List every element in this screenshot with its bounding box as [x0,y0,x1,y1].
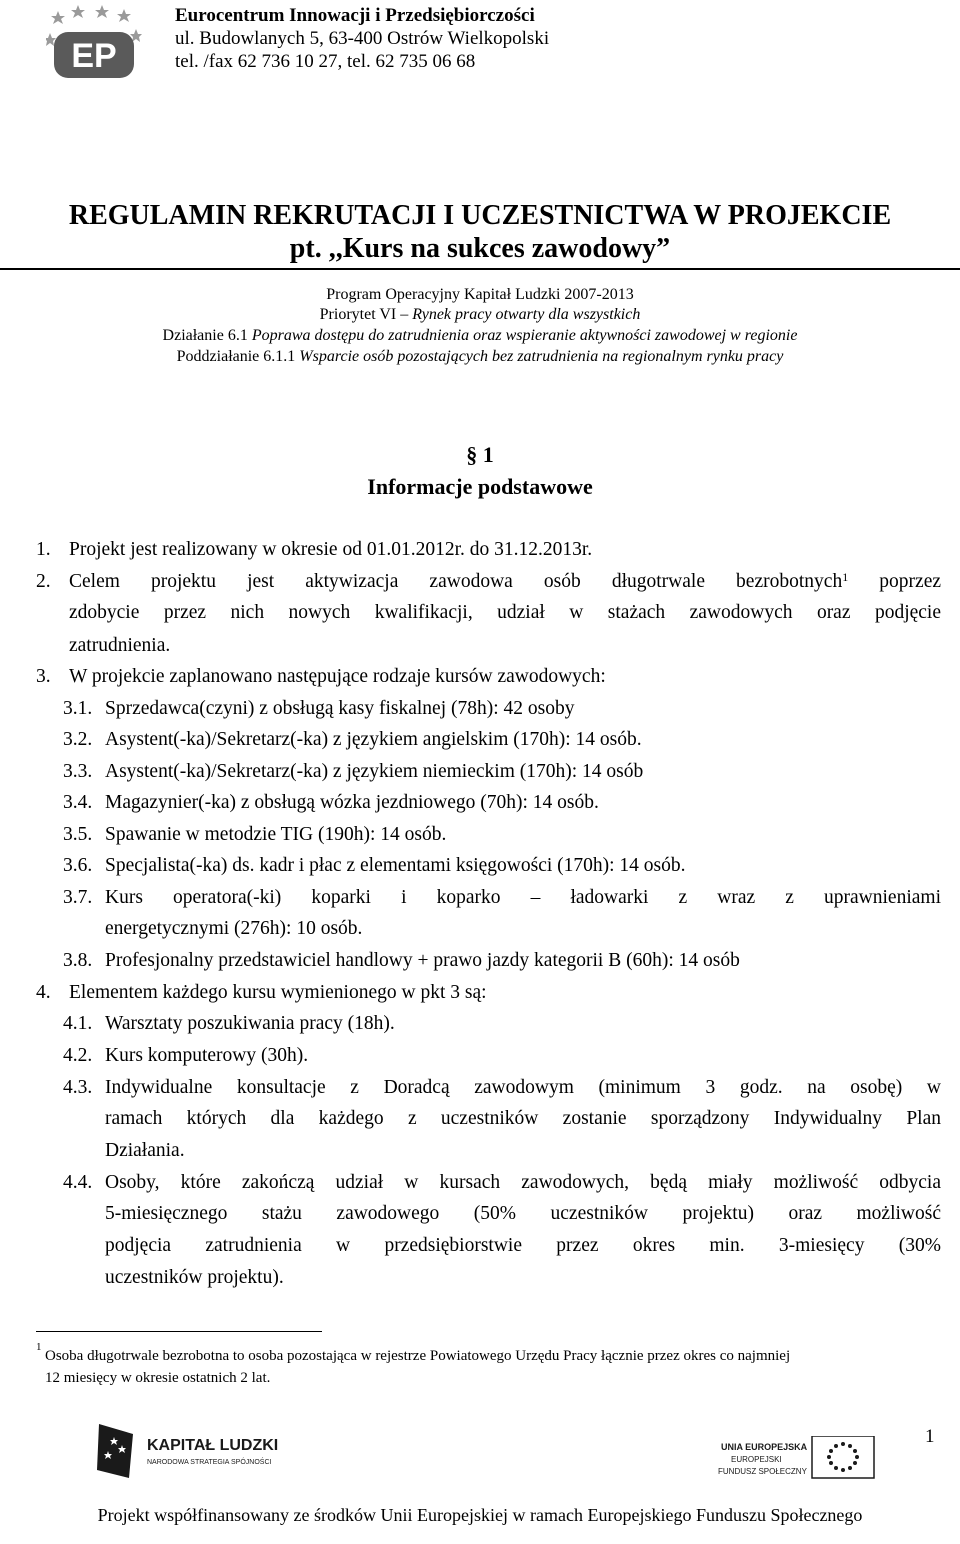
sub-3-8-text: Profesjonalny przedstawiciel handlowy + prawo jazdy kategorii B (60h): 14 osób [105,950,740,971]
sub-3-6-text: Specjalista(-ka) ds. kadr i płac z elementami księgowości (170h): 14 osób. [105,855,686,876]
svg-text:EUROPEJSKI: EUROPEJSKI [731,1455,782,1464]
sub-3-5-text: Spawanie w metodzie TIG (190h): 14 osób. [105,824,447,845]
kapital-ludzki-logo [95,1420,295,1487]
sub-3-1-text: Sprzedawca(czyni) z obsługą kasy fiskalnej (78h): 42 osoby [105,698,575,719]
item-4-number: 4. [36,982,51,1003]
sub-3-7-line-1: Kurs operatora(-ki) koparki i koparko – ładowarki z wraz z uprawnieniami [105,887,941,908]
sub-3-2-number: 3.2. [63,729,93,750]
item-1-text: Projekt jest realizowany w okresie od 01.01.2012r. do 31.12.2013r. [69,539,593,560]
item-2-line-3: zatrudnienia. [69,635,171,656]
sub-3-8-number: 3.8. [63,950,93,971]
footer-text: Projekt współfinansowany ze środków Unii Europejskiej w ramach Europejskiego Funduszu Społecznego [97,1505,863,1525]
item-4-text: Elementem każdego kursu wymienionego w pkt 3 są: [69,982,487,1003]
sub-4-2-text: Kurs komputerowy (30h). [105,1045,309,1066]
eu-logo [718,1436,880,1485]
sub-3-5-number: 3.5. [63,824,93,845]
sub-3-2-text: Asystent(-ka)/Sekretarz(-ka) z językiem angielskim (170h): 14 osób. [105,729,642,750]
document-subtitle: pt. ,,Kurs na sukces zawodowy” [289,233,671,264]
section-title: Informacje podstawowe [367,474,593,499]
sub-4-1-number: 4.1. [63,1013,93,1034]
sub-3-7-number: 3.7. [63,887,93,908]
footnote-line-2: 12 miesięcy w okresie ostatnich 2 lat. [45,1370,271,1386]
action-line: Działanie 6.1 Poprawa dostępu do zatrudnienia oraz wspieranie aktywności zawodowej w regionie [162,327,798,344]
sub-4-4-line-4: uczestników projektu). [105,1267,284,1288]
svg-text:KAPITAŁ LUDZKI: KAPITAŁ LUDZKI [147,1437,279,1454]
sub-3-1-number: 3.1. [63,698,93,719]
sub-4-2-number: 4.2. [63,1045,93,1066]
sub-4-1-text: Warsztaty poszukiwania pracy (18h). [105,1013,395,1034]
svg-text:UNIA EUROPEJSKA: UNIA EUROPEJSKA [721,1442,808,1452]
sub-4-4-line-1: Osoby, które zakończą udział w kursach zawodowych, będą miały możliwość odbycia [105,1172,941,1193]
sub-3-3-text: Asystent(-ka)/Sekretarz(-ka) z językiem niemieckim (170h): 14 osób [105,761,644,782]
item-2-line-1: Celem projektu jest aktywizacja zawodowa osób długotrwale bezrobotnych$^1$ poprzez [69,570,942,592]
title-divider [0,268,960,270]
footnote-divider [36,1331,322,1332]
sub-4-4-line-2: 5-miesięcznego stażu zawodowego (50% uczestników projektu) oraz możliwość [105,1203,941,1224]
item-3-text: W projekcie zaplanowano następujące rodzaje kursów zawodowych: [69,666,606,687]
item-1-number: 1. [36,539,51,560]
subaction-line: Poddziałanie 6.1.1 Wsparcie osób pozostających bez zatrudnienia na regionalnym rynku pracy [176,348,784,365]
sub-3-3-number: 3.3. [63,761,93,782]
sub-4-3-line-1: Indywidualne konsultacje z Doradcą zawodowym (minimum 3 godz. na osobę) w [105,1077,941,1098]
sub-3-7-line-2: energetycznymi (276h): 10 osób. [105,918,363,939]
footnote-line-1: Osoba długotrwale bezrobotna to osoba pozostająca w rejestrze Powiatowego Urzędu Pracy łącznie przez okres co najmniej [45,1348,791,1364]
sub-4-3-line-2: ramach których dla każdego z uczestników zostanie sporządzony Indywidualny Plan [105,1108,941,1129]
program-line: Program Operacyjny Kapitał Ludzki 2007-2013 [326,286,634,303]
svg-text:EP: EP [71,37,117,75]
footnote-ref: 1 [842,570,849,584]
footnote-number: 1 [36,1341,42,1353]
organization-header [175,4,549,73]
item-2-number: 2. [36,571,51,592]
organization-address: ul. Budowlanych 5, 63-400 Ostrów Wielkopolski [175,28,550,49]
svg-text:NARODOWA STRATEGIA SPÓJNOŚCI: NARODOWA STRATEGIA SPÓJNOŚCI [147,1459,272,1466]
sub-4-3-line-3: Działania. [105,1140,185,1161]
ep-logo [46,4,142,80]
sub-3-6-number: 3.6. [63,855,93,876]
sub-4-3-number: 4.3. [63,1077,93,1098]
organization-phone: tel. /fax 62 736 10 27, tel. 62 735 06 68 [175,51,476,72]
section-mark: § 1 [466,442,494,467]
priority-line: Priorytet VI – Rynek pracy otwarty dla wszystkich [319,306,641,323]
organization-name: Eurocentrum Innowacji i Przedsiębiorczości [175,5,535,26]
sub-4-4-line-3: podjęcia zatrudnienia w przedsiębiorstwie przez okres min. 3-miesięcy (30% [105,1235,941,1256]
sub-3-4-text: Magazynier(-ka) z obsługą wózka jezdniowego (70h): 14 osób. [105,792,599,813]
item-2-line-2: zdobycie przez nich nowych kwalifikacji, udział w stażach zawodowych oraz podjęcie [69,602,941,623]
svg-text:FUNDUSZ SPOŁECZNY: FUNDUSZ SPOŁECZNY [718,1467,807,1476]
document-title: REGULAMIN REKRUTACJI I UCZESTNICTWA W PROJEKCIE [68,200,892,231]
sub-4-4-number: 4.4. [63,1172,93,1193]
item-3-number: 3. [36,666,51,687]
sub-3-4-number: 3.4. [63,792,93,813]
page-number: 1 [925,1426,935,1447]
